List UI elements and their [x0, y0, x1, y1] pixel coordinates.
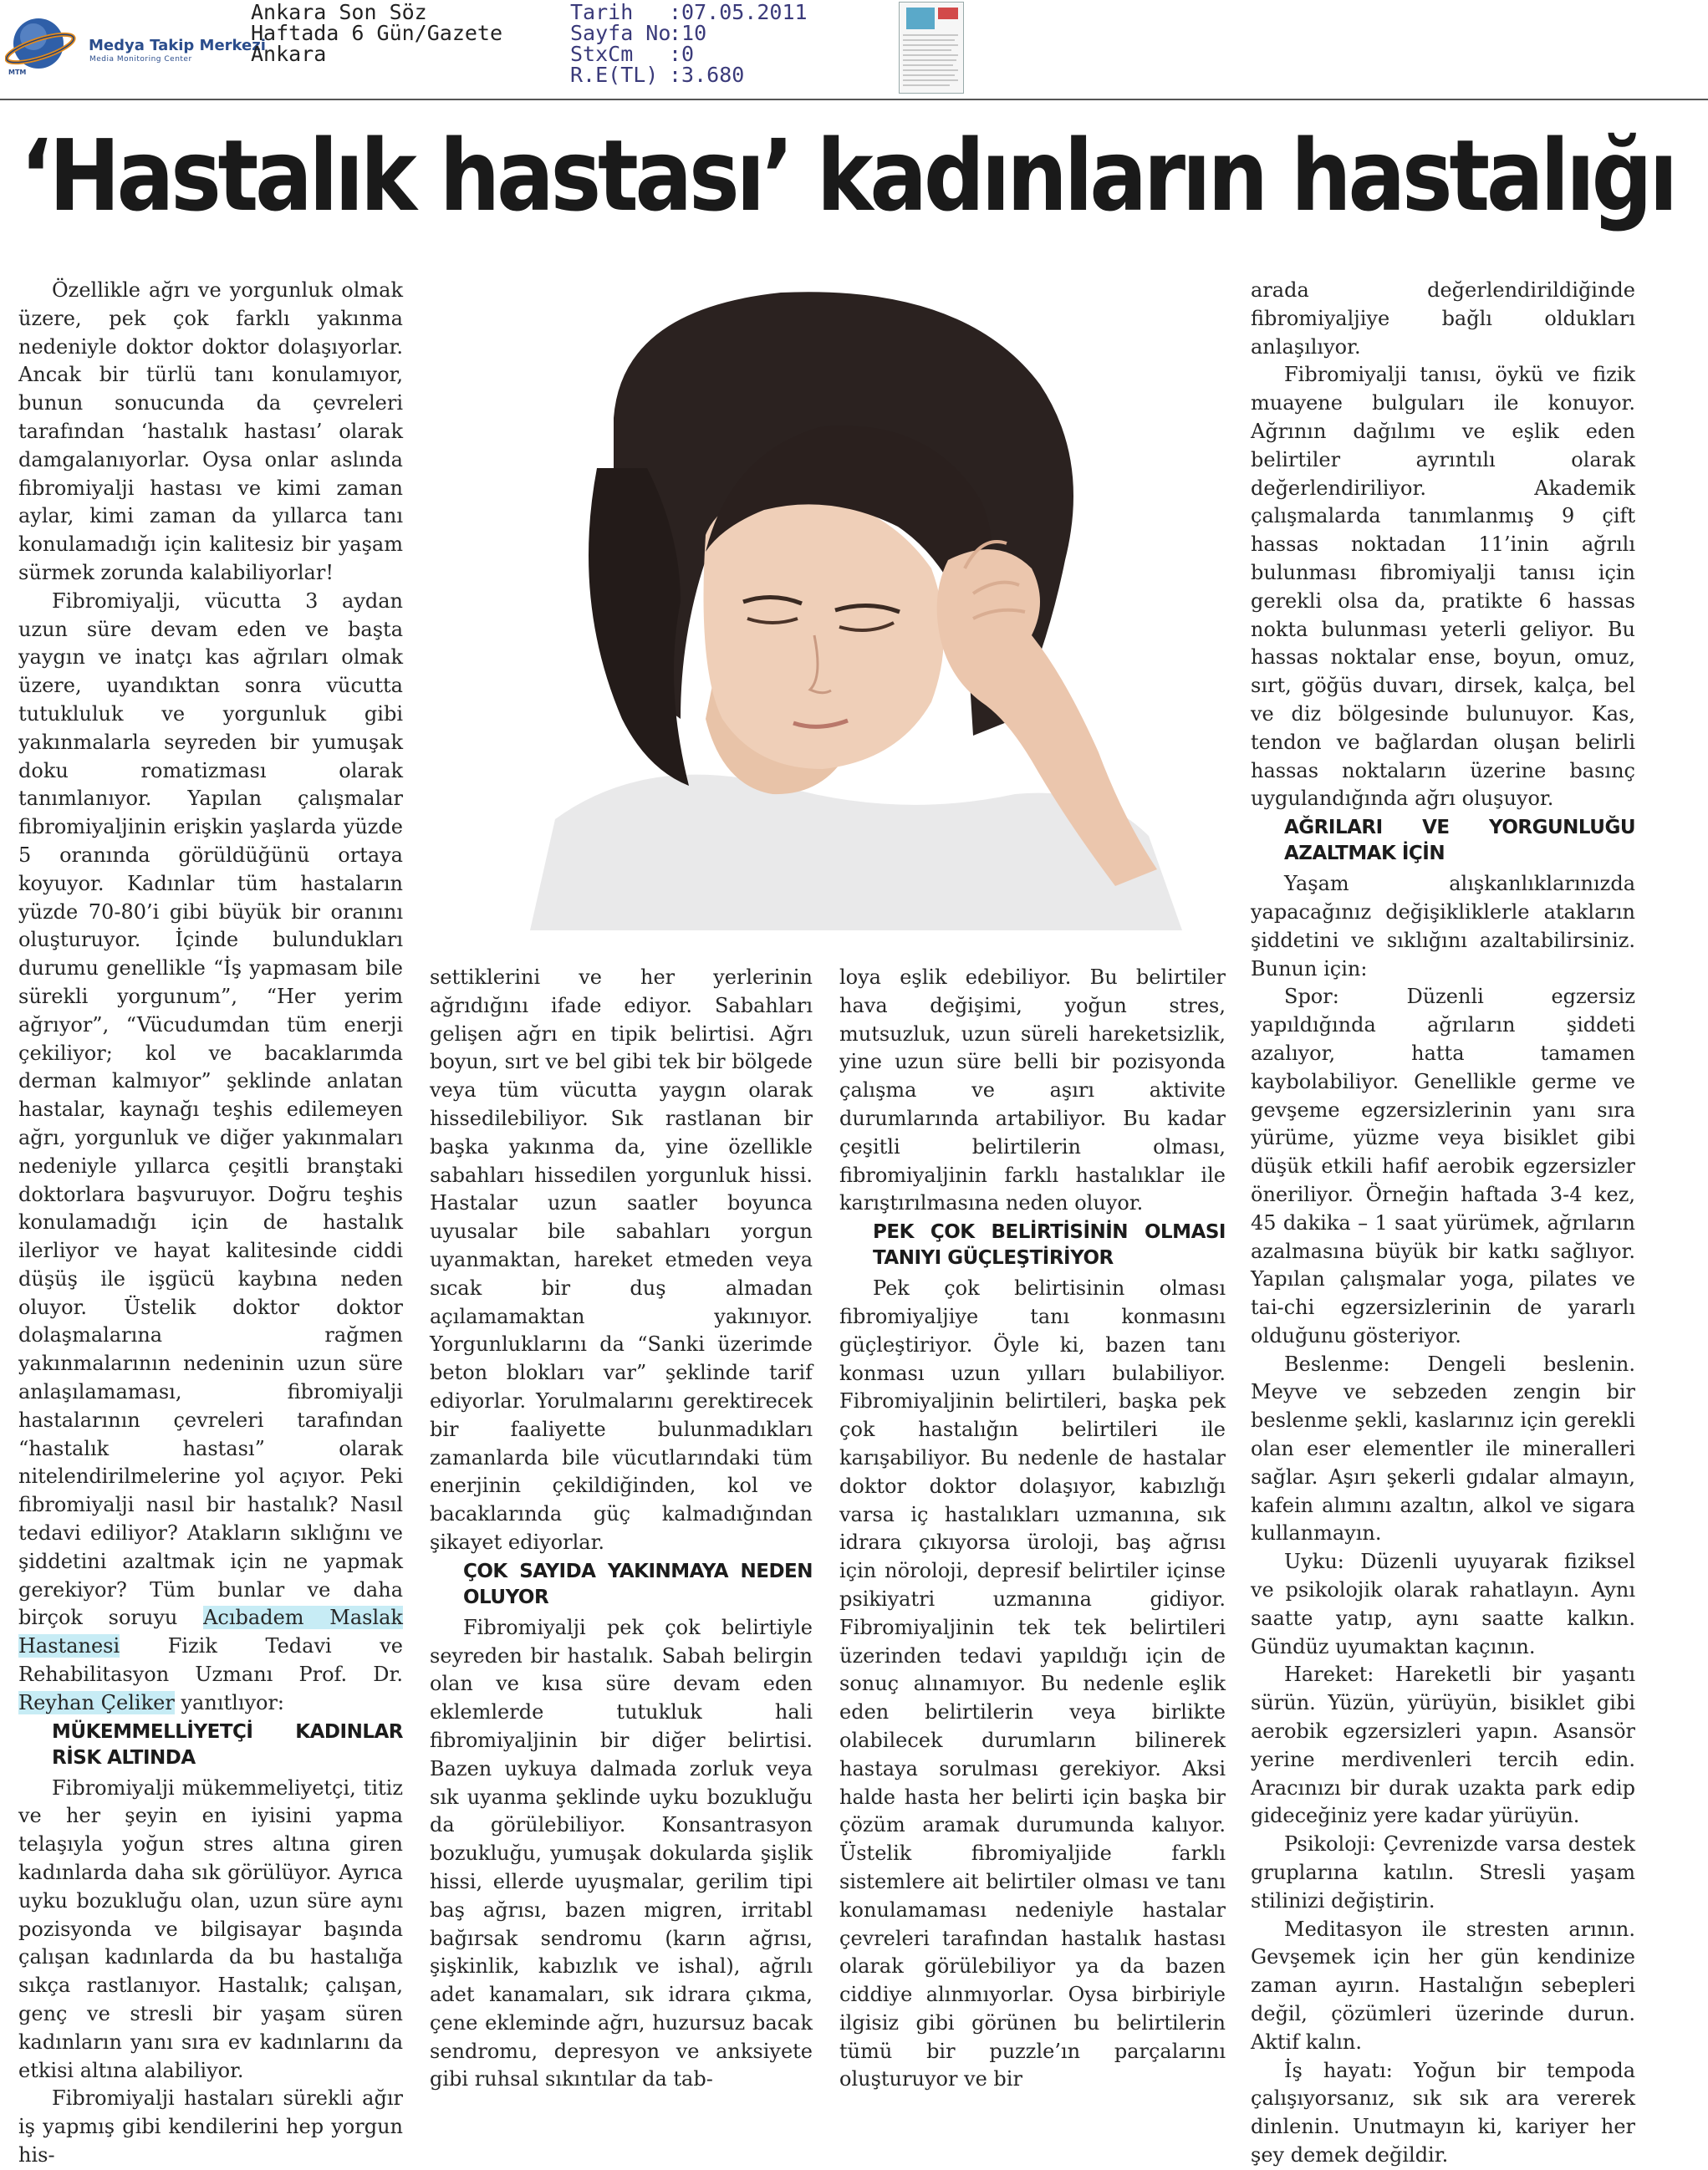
paragraph: Fibromiyalji mükemmeliyetçi, titiz ve her şeyin en iyisini yapma telaşıyla yoğun stres altına giren kadınlarda daha sık görülüyor. Ayrıca uyku bozukluğu olan, uzun süre aynı pozisyonda ve bilgisayar başında çalışan kadınlarda da bu hastalığa sıkça rastlanıyor. Hastalık; çalışan, genç ve stresli bir yaşam süren kadınların yanı sıra ev kadınlarını da etkisi altına alabiliyor.: [18, 1775, 403, 2082]
meta-label: Tarih: [570, 0, 634, 24]
meta-value: :10: [669, 21, 707, 45]
thumbnail-line: [903, 59, 956, 61]
thumbnail-line: [903, 44, 958, 46]
globe-logo-icon: [5, 12, 77, 77]
article-column-3: [839, 964, 1226, 2094]
paragraph: arada değerlendirildiğinde fibromiyaljiye bağlı oldukları anlaşılıyor.: [1251, 278, 1635, 359]
hospital-name-highlight: Acıbadem Maslak Hastanesi: [18, 1606, 403, 1658]
paragraph: Pek çok belirtisinin olması fibromiyaljiye tanı konmasını güçleştiriyor. Öyle ki, bazen tanı konması uzun yılları bulabiliyor. Fibromiyaljinin belirtileri, başka pek çok hastalığın belirtileri ile karışabiliyor. Bu nedenle de hastalar doktor doktor dolaşıyor, kabızlığı varsa iç hastalıkları uzmanına, sık idrara çıkıyorsa üroloji, baş ağrısı için nöroloji, depresif belirtiler içinse psikiyatri uzmanına gidiyor. Fibromiyaljinin tek tek belirtileri üzerinden tedavi yapıldığı için de sonuç alınamıyor. Bu nedenle eşlik eden belirtilerin veya birlikte olabilecek durumların bilinerek hastaya sorulması gerekiyor. Aksi halde hasta her belirti için başka bir çözüm aramak durumunda kalıyor. Üstelik fibromiyaljide farklı sistemlere ait belirtiler olması ve tanı konulamaması nedeniyle hastalar çevreleri tarafından hastalık hastası olarak görülebiliyor ya da bazen ciddiye alınmıyorlar. Oysa birbiriyle ilgisiz gibi görünen bu belirtilerin tümü bir puzzle’ın parçalarını oluşturuyor ve bir: [839, 1276, 1226, 2091]
meta-value: :07.05.2011: [669, 0, 808, 24]
paragraph: Özellikle ağrı ve yorgunluk olmak üzere, pek çok farklı yakınma nedeniyle doktor doktor dolaşıyorlar. Ancak bir türlü tanı konulamıyor, bunun sonucunda da çevreleri tarafından ‘hastalık hastası’ olarak damgalanıyorlar. Oysa onlar aslında fibromiyalji hastası ve kimi zaman aylar, kimi zaman da yıllarca tanı konulamadığı için kalitesiz bir yaşam sürmek zorunda kalabiliyorlar!: [18, 278, 403, 584]
meta-page: [570, 23, 706, 43]
paragraph: Meditasyon ile stresten arının. Gevşemek için her gün kendinize zaman ayırın. Hastalığın sebepleri değil, çözümleri üzerinde durun. Aktif kalın.: [1251, 1917, 1635, 2054]
logo-title: Medya Takip Merkezi: [89, 37, 266, 54]
paragraph: Fibromiyalji tanısı, öykü ve fizik muayene bulguları ile konuyor. Ağrının dağılımı ve eşlik eden belirtiler ayrıntılı olarak değerlendiriliyor. Akademik çalışmalarda tanımlanmış 9 çift hassas noktadan 11’inin ağrılı bulunması fibromiyalji tanısı için gerekli olsa da, pratikte 6 hassas nokta bulunması yeterli geliyor. Bu hassas noktalar ense, boyun, omuz, sırt, göğüs duvarı, dirsek, kalça, bel ve diz bölgesinde bulunuyor. Kas, tendon ve bağlardan oluşan belirli hassas noktaların üzerine basınç uygulandığında ağrı oluşuyor.: [1251, 363, 1635, 811]
article-headline: ‘Hastalık hastası’ kadınların hastalığı: [20, 118, 1675, 233]
meta-value: :0: [669, 42, 695, 66]
publication-name: Ankara Son Söz: [251, 0, 427, 24]
meta-ad-value: [570, 64, 744, 85]
thumbnail-line: [903, 64, 953, 66]
article-column-1: [18, 277, 403, 2170]
paragraph: Psikoloji: Çevrenizde varsa destek gruplarına katılın. Stresli yaşam stilinizi değiştirin.: [1251, 1832, 1635, 1913]
paragraph: loya eşlik edebiliyor. Bu belirtiler hava değişimi, yoğun stres, mutsuzluk, uzun süreli hareketsizlik, yine uzun süre belli bir pozisyonda çalışma ve aşırı aktivite durumlarında artabiliyor. Bu kadar çeşitli belirtilerin olması, fibromiyaljinin farklı hastalıklar ile karıştırılmasına neden oluyor.: [839, 965, 1226, 1215]
woman-headache-illustration: [430, 284, 1226, 930]
article-photo: [430, 284, 1226, 930]
paragraph: Hareket: Hareketli bir yaşantı sürün. Yüzün, yürüyün, bisiklet gibi aerobik egzersizleri yapın. Asansör yerine merdivenleri tercih edin. Aracınızı bir durak uzakta park edip gideceğiniz yere kadar yürüyün.: [1251, 1663, 1635, 1828]
paragraph: Yaşam alışkanlıklarınızda yapacağınız değişikliklerle atakların şiddetini ve sıklığını azaltabilirsiniz. Bunun için:: [1251, 872, 1635, 981]
page-thumbnail[interactable]: [899, 2, 964, 94]
thumbnail-photo: [906, 8, 935, 29]
paragraph: [18, 588, 403, 1718]
paragraph: Fibromiyalji hastaları sürekli ağır iş yapmış gibi kendilerini hep yorgun his-: [18, 2086, 403, 2167]
mtm-logo: [0, 3, 266, 77]
paragraph: Fibromiyalji pek çok belirtiyle seyreden bir hastalık. Sabah belirgin olan ve kısa süre devam eden eklemlerde tutukluk hali fibromiyaljinin bir diğer belirtisi. Bazen uykuya dalmada zorluk veya sık uyanma şeklinde uyku bozukluğu da görülebiliyor. Konsantrasyon bozukluğu, yumuşak dokularda şişlik hissi, ellerde uyuşmalar, gerilim tipi baş ağrısı, bazen migren, irritabl bağırsak sendromu (karın ağrısı, şişkinlik, kabızlık ve ishal), ağrılı adet kanamaları, sık idrara çıkma, çene ekleminde ağrı, huzursuz bacak sendromu, depresyon ve anksiyete gibi ruhsal sıkıntılar da tab-: [430, 1615, 813, 2091]
thumbnail-line: [903, 74, 955, 76]
meta-value: :3.680: [669, 63, 745, 87]
meta-date: [570, 2, 808, 23]
logo-abbreviation: MTM: [8, 69, 27, 76]
thumbnail-line: [903, 49, 951, 51]
paragraph: Spor: Düzenli egzersiz yapıldığında ağrıların şiddeti azalıyor, hatta tamamen kaybolabiliyor. Genellikle germe ve gevşeme egzersizlerinin yanı sıra yürüme, yüzme veya bisiklet gibi düşük etkili hafif aerobik egzersizler öneriliyor. Örneğin haftada 3-4 kez, 45 dakika – 1 saat yürümek, ağrıların azalmasına büyük bir katkı sağlıyor. Yapılan çalışmalar yoga, pilates ve tai-chi egzersizlerinin de yararlı olduğunu gösteriyor.: [1251, 985, 1635, 1347]
thumbnail-line: [903, 69, 958, 71]
subheading: PEK ÇOK BELİRTİSİNİN OLMASI TANIYI GÜÇLEŞTİRİYOR: [873, 1221, 1226, 1270]
thumbnail-line: [903, 79, 958, 81]
article-column-4: [1251, 277, 1635, 2170]
logo-subtitle: Media Monitoring Center: [89, 55, 192, 64]
publication-city: Ankara: [251, 42, 327, 66]
thumbnail-line: [903, 34, 958, 36]
clipping-header: [0, 0, 1708, 100]
meta-label: R.E(TL): [570, 63, 659, 87]
paragraph: Beslenme: Dengeli beslenin. Meyve ve sebzeden zengin bir beslenme şekli, kaslarınız için gerekli olan eser elementler ile mineralleri sağlar. Aşırı şekerli gıdalar almayın, kafein alımını azaltın, alkol ve sigara kullanmayın.: [1251, 1352, 1635, 1546]
thumbnail-line: [903, 39, 955, 41]
subheading: AĞRILARI VE YORGUNLUĞU AZALTMAK İÇİN: [1284, 817, 1635, 865]
thumbnail-ad: [938, 8, 958, 19]
thumbnail-line: [903, 84, 950, 86]
paragraph: settiklerini ve her yerlerinin ağrıdığını ifade ediyor. Sabahları gelişen ağrı en tipik belirtisi. Ağrı boyun, sırt ve bel gibi tek bir bölgede veya tüm vücutta yaygın olarak hissedilebiliyor. Sık rastlanan bir başka yakınma da, yine özellikle sabahları hissedilen yorgunluk hissi. Hastalar uzun saatler boyunca uyusalar bile sabahları yorgun uyanmaktan, hareket etmeden veya sıcak bir duş almadan açılamamaktan yakınıyor. Yorgunluklarını da “Sanki üzerimde beton blokları var” şeklinde tarif ediyorlar. Yorulmalarını gerektirecek bir faaliyette bulunmadıkları zamanlarda bile vücutlarındaki tüm enerjinin çekildiğinden, kol ve bacaklarında güç kalmadığından şikayet ediyorlar.: [430, 965, 813, 1554]
publication-frequency: Haftada 6 Gün/Gazete: [251, 21, 503, 45]
meta-stxcm: [570, 43, 694, 64]
thumbnail-line: [903, 54, 958, 56]
paragraph-text: yanıtlıyor:: [174, 1690, 285, 1714]
subheading: MÜKEMMELLİYETÇİ KADINLAR RİSK ALTINDA: [52, 1720, 403, 1769]
doctor-name-highlight: Reyhan Çeliker: [18, 1690, 175, 1714]
meta-label: Sayfa No: [570, 21, 671, 45]
paragraph: İş hayatı: Yoğun bir tempoda çalışıyorsanız, sık sık ara vererek dinlenin. Unutmayın ki, kariyer her şey demek değildir.: [1251, 2058, 1635, 2167]
paragraph-text: Fibromiyalji, vücutta 3 aydan uzun süre devam eden ve başta yaygın ve inatçı kas ağrıları olmak üzere, uyandıktan sonra vücutta tutukluluk ve yorgunluk gibi yakınmalarla seyreden bir yumuşak doku romatizması olarak tanımlanıyor. Yapılan çalışmalar fibromiyaljinin erişkin yaşlarda yüzde 5 oranında görüldüğünü ortaya koyuyor. Kadınlar tüm hastaların yüzde 70-80’i gibi büyük bir oranını oluşturuyor. İçinde bulundukları durumu genellikle “İş yapmasam bile sürekli yorgunum”, “Her yerim ağrıyor”, “Vücudumdan tüm enerji çekiliyor; kol ve bacaklarımda derman kalmıyor” şeklinde anlatan hastalar, kaynağı teşhis edilemeyen ağrı, yorgunluk ve diğer yakınmaları nedeniyle yıllarca çeşitli branştaki doktorlara başvuruyor. Doğru teşhis konulamadığı için de hastalık ilerliyor ve hayat kalitesinde ciddi düşüş ile işgücü kaybına neden oluyor. Üstelik doktor doktor dolaşmalarına rağmen yakınmalarının nedeninin uzun süre anlaşılamaması, fibromiyalji hastalarının çevreleri tarafından “hastalık hastası” olarak nitelendirilmelerine yol açıyor. Peki fibromiyalji nasıl bir hastalık? Nasıl tedavi ediliyor? Atakların sıklığını ve şiddetini azaltmak için ne yapmak gerekiyor? Tüm bunlar ve daha birçok soruyu: [18, 588, 403, 1630]
article-column-2: [430, 964, 813, 2094]
paragraph-text: Fizik Tedavi ve Rehabilitasyon Uzmanı Prof. Dr.: [18, 1634, 403, 1687]
meta-label: StxCm: [570, 42, 634, 66]
subheading: ÇOK SAYIDA YAKINMAYA NEDEN OLUYOR: [463, 1560, 813, 1608]
paragraph: Uyku: Düzenli uyuyarak fiziksel ve psikolojik olarak rahatlayın. Aynı saatte yatıp, aynı saatte kalkın. Gündüz uyumaktan kaçının.: [1251, 1550, 1635, 1658]
